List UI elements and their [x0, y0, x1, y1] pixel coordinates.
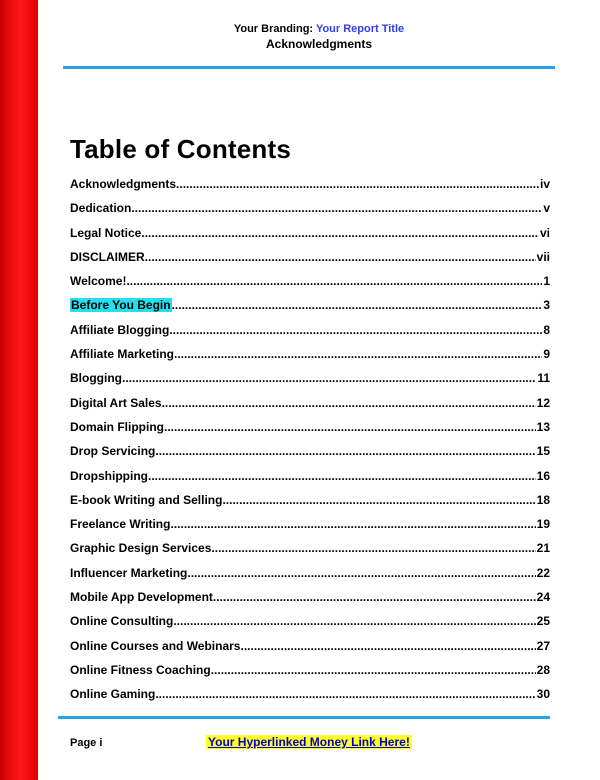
toc-list [70, 177, 550, 712]
toc-heading: Table of Contents [70, 134, 292, 164]
toc-entry-label: Mobile App Development [70, 590, 213, 605]
toc-entry[interactable] [70, 566, 550, 590]
toc-leader [162, 396, 536, 410]
toc-leader [164, 420, 536, 434]
toc-entry[interactable] [70, 687, 550, 711]
toc-entry-label: Welcome! [70, 274, 127, 289]
toc-entry[interactable] [70, 323, 550, 347]
toc-entry-page: 27 [536, 638, 550, 653]
toc-leader [170, 517, 535, 531]
toc-leader [222, 493, 535, 507]
toc-entry-label: Legal Notice [70, 225, 142, 240]
toc-leader [131, 201, 542, 215]
toc-entry[interactable] [70, 614, 550, 638]
toc-entry-label-highlighted: Before You Begin [71, 298, 171, 313]
toc-entry[interactable] [70, 201, 550, 225]
toc-entry-label: Graphic Design Services [70, 541, 212, 556]
toc-entry-page: iv [539, 177, 550, 191]
toc-entry-page: v [543, 201, 550, 216]
header-branding-line [38, 22, 600, 37]
toc-entry[interactable] [70, 444, 550, 468]
toc-entry-page: 21 [536, 541, 550, 556]
toc-entry-page: 15 [536, 444, 550, 459]
toc-entry-page: 12 [536, 395, 550, 410]
toc-entry-page: 18 [536, 492, 550, 507]
toc-leader [211, 663, 536, 677]
toc-entry-label: Online Gaming [70, 687, 156, 702]
toc-entry-label: Online Fitness Coaching [70, 662, 211, 677]
toc-entry-page: 1 [543, 274, 550, 289]
toc-entry[interactable] [70, 493, 550, 517]
toc-leader [155, 687, 535, 701]
toc-entry-page: 24 [536, 590, 550, 605]
toc-entry-label: Influencer Marketing [70, 565, 188, 580]
toc-leader [148, 469, 536, 483]
header-divider [63, 66, 555, 69]
toc-entry-label: Dedication [70, 201, 132, 216]
side-color-bar [0, 0, 38, 780]
toc-entry[interactable] [70, 469, 550, 493]
footer-divider [58, 716, 550, 719]
toc-leader [213, 590, 536, 604]
toc-leader [176, 177, 539, 191]
toc-leader [211, 541, 535, 555]
toc-entry-label: Affiliate Marketing [70, 347, 175, 362]
toc-entry-label: Online Consulting [70, 614, 174, 629]
toc-leader [187, 566, 535, 580]
toc-leader [155, 444, 535, 458]
branding-prefix: Your Branding: [233, 23, 316, 35]
toc-entry[interactable] [70, 517, 550, 541]
toc-entry-page: 11 [537, 371, 550, 386]
toc-entry[interactable] [70, 298, 550, 322]
header-section-name: Acknowledgments [265, 37, 373, 51]
toc-entry-label: Drop Servicing [70, 444, 156, 459]
toc-entry[interactable] [70, 396, 550, 420]
toc-entry-page: 19 [536, 517, 550, 532]
toc-entry-page: 9 [543, 347, 550, 362]
toc-entry[interactable] [70, 371, 550, 395]
toc-leader [145, 250, 536, 264]
toc-entry[interactable] [70, 177, 550, 201]
report-title: Your Report Title [315, 23, 405, 35]
toc-leader [172, 298, 543, 312]
toc-entry-label: Affiliate Blogging [70, 322, 170, 337]
toc-leader [174, 347, 542, 361]
toc-entry[interactable] [70, 541, 550, 565]
toc-entry-page: 8 [543, 322, 550, 337]
toc-leader [240, 639, 535, 653]
toc-entry-label: Domain Flipping [70, 419, 164, 434]
toc-entry-label: Acknowledgments [70, 177, 177, 191]
toc-entry-page: 22 [536, 565, 550, 580]
toc-entry[interactable] [70, 347, 550, 371]
toc-leader [126, 274, 542, 288]
toc-entry-page: vii [536, 249, 550, 264]
page-header [38, 22, 600, 52]
toc-entry[interactable] [70, 420, 550, 444]
toc-entry-label: Digital Art Sales [70, 395, 162, 410]
toc-leader [141, 226, 539, 240]
toc-entry-label: Dropshipping [70, 468, 148, 483]
toc-leader [173, 614, 535, 628]
toc-leader [122, 371, 536, 385]
toc-entry-label: Blogging [70, 371, 122, 386]
toc-entry[interactable] [70, 274, 550, 298]
money-link[interactable]: Your Hyperlinked Money Link Here! [208, 735, 410, 749]
toc-leader [169, 323, 542, 337]
toc-entry[interactable] [70, 590, 550, 614]
toc-entry-label: E-book Writing and Selling [70, 492, 223, 507]
toc-entry[interactable] [70, 250, 550, 274]
toc-entry[interactable] [70, 663, 550, 687]
toc-entry-label: Freelance Writing [70, 517, 171, 532]
toc-entry-page: vi [539, 225, 550, 240]
toc-entry-page: 13 [536, 419, 550, 434]
toc-entry[interactable] [70, 226, 550, 250]
toc-entry-label: DISCLAIMER [70, 249, 145, 264]
toc-entry-page: 16 [536, 468, 550, 483]
toc-entry-page: 3 [543, 298, 550, 313]
toc-entry-page: 30 [536, 687, 550, 702]
toc-entry-label: Online Courses and Webinars [70, 638, 241, 653]
page-number: Page i [70, 737, 103, 749]
toc-entry-page: 25 [536, 614, 550, 629]
toc-entry[interactable] [70, 639, 550, 663]
toc-entry-page: 28 [536, 662, 550, 677]
